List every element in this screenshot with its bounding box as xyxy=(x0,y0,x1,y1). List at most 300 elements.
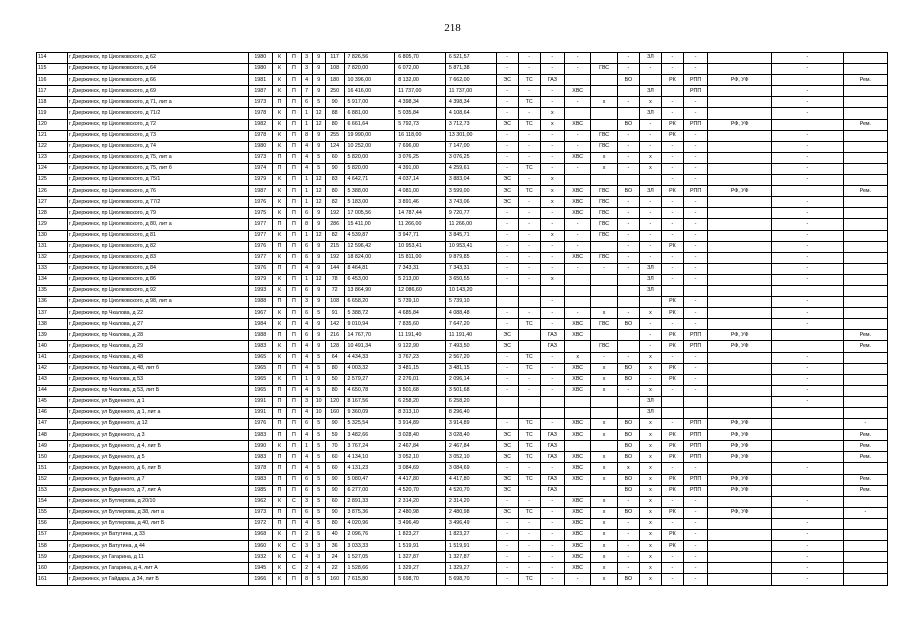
cell-row-number: 132 xyxy=(37,252,68,263)
cell-repair-status: - xyxy=(843,419,887,430)
table-row xyxy=(37,219,888,230)
cell-wall-type: К xyxy=(272,186,286,197)
cell-heating: - xyxy=(518,563,540,574)
cell-electric: ЭС xyxy=(496,507,518,518)
cell-address: г Дзержинск, пр Циолковского, д 86 xyxy=(67,274,248,285)
cell-address: г Дзержинск, пр Циолковского, д 92 xyxy=(67,285,248,296)
cell-floor-type: П xyxy=(287,97,301,108)
cell-floors: 9 xyxy=(312,285,325,296)
cell-lift: х xyxy=(639,463,661,474)
cell-windows-doors: РФ, УФ xyxy=(708,507,772,518)
cell-row-number: 119 xyxy=(37,108,68,119)
cell-wall-type: К xyxy=(272,86,286,97)
cell-living-area: 3 947,71 xyxy=(395,230,446,241)
cell-roof: РК xyxy=(661,374,683,385)
cell-floors: 5 xyxy=(312,308,325,319)
cell-cold-water xyxy=(564,75,590,86)
cell-apartments: 192 xyxy=(325,252,344,263)
cell-notes-a: - xyxy=(772,563,844,574)
cell-address: г Дзержинск, пр Циолковского, д 75, лит а xyxy=(67,152,248,163)
cell-row-number: 135 xyxy=(37,285,68,296)
cell-year-built: 1965 xyxy=(248,352,272,363)
table-row xyxy=(37,363,888,374)
cell-heating: ТС xyxy=(518,430,540,441)
cell-cold-water: ХВС xyxy=(564,152,590,163)
cell-repair-status xyxy=(843,308,887,319)
cell-floors: 12 xyxy=(312,108,325,119)
cell-electric: ЭС xyxy=(496,485,518,496)
cell-residential-area: 2 467,84 xyxy=(445,441,496,452)
cell-heating: - xyxy=(518,496,540,507)
cell-address: г Дзержинск, ул Бутлерова, д 38, лит а xyxy=(67,507,248,518)
cell-cold-water: ХВС xyxy=(564,252,590,263)
cell-address: г Дзержинск, ул Гагарина, д 4, лит А xyxy=(67,563,248,574)
cell-electric: - xyxy=(496,241,518,252)
cell-roof: - xyxy=(661,352,683,363)
cell-year-built: 1973 xyxy=(248,152,272,163)
cell-year-built: 1990 xyxy=(248,441,272,452)
cell-notes-a: - xyxy=(772,175,844,186)
cell-floors: 5 xyxy=(312,463,325,474)
cell-windows-doors xyxy=(708,518,772,529)
cell-electric: ЭС xyxy=(496,430,518,441)
cell-living-area: 3 084,69 xyxy=(395,463,446,474)
cell-windows-doors xyxy=(708,53,772,64)
cell-living-area: 3 076,25 xyxy=(395,152,446,163)
cell-row-number: 151 xyxy=(37,463,68,474)
cell-apartments: 60 xyxy=(325,452,344,463)
cell-row-number: 131 xyxy=(37,241,68,252)
table-row xyxy=(37,474,888,485)
cell-facade: - xyxy=(683,541,707,552)
cell-living-area: 3 914,89 xyxy=(395,419,446,430)
cell-heating: ТС xyxy=(518,319,540,330)
cell-address: г Дзержинск, пр Циолковского, д 75, лит б xyxy=(67,163,248,174)
cell-living-area: 2 276,01 xyxy=(395,374,446,385)
cell-residential-area: 7 343,31 xyxy=(445,263,496,274)
cell-hot-water: х xyxy=(591,430,617,441)
cell-residential-area: 2 567,20 xyxy=(445,352,496,363)
cell-year-built: 1945 xyxy=(248,563,272,574)
cell-total-area: 9 010,94 xyxy=(344,319,395,330)
table-row xyxy=(37,86,888,97)
table-row xyxy=(37,97,888,108)
cell-wall-type: П xyxy=(272,518,286,529)
cell-roof: РК xyxy=(661,75,683,86)
cell-address: г Дзержинск, пр Циолковского, д 73 xyxy=(67,130,248,141)
cell-cold-water: ХВС xyxy=(564,86,590,97)
cell-sewage: ВО xyxy=(617,452,639,463)
cell-repair-status xyxy=(843,208,887,219)
cell-lift: ЗЛ xyxy=(639,285,661,296)
cell-total-area: 6 453,00 xyxy=(344,274,395,285)
cell-total-area: 3 875,36 xyxy=(344,507,395,518)
cell-residential-area: 8 296,40 xyxy=(445,408,496,419)
cell-floors: 5 xyxy=(312,419,325,430)
cell-sewage: ВО xyxy=(617,319,639,330)
cell-roof: - xyxy=(661,64,683,75)
cell-sections: 1 xyxy=(301,274,312,285)
cell-hot-water xyxy=(591,441,617,452)
cell-notes-a: - xyxy=(772,53,844,64)
cell-repair-status xyxy=(843,64,887,75)
cell-total-area: 4 131,23 xyxy=(344,463,395,474)
cell-cold-water xyxy=(564,285,590,296)
table-row xyxy=(37,352,888,363)
cell-address: г Дзержинск, пр Циолковского, д 75/1 xyxy=(67,175,248,186)
cell-sections: 4 xyxy=(301,75,312,86)
cell-apartments: 108 xyxy=(325,64,344,75)
cell-notes-a: - xyxy=(772,163,844,174)
cell-heating: - xyxy=(518,130,540,141)
cell-total-area: 6 277,00 xyxy=(344,485,395,496)
cell-gas: х xyxy=(540,108,564,119)
cell-gas xyxy=(540,408,564,419)
cell-gas: - xyxy=(540,563,564,574)
cell-floor-type: П xyxy=(287,518,301,529)
cell-hot-water xyxy=(591,408,617,419)
cell-roof: - xyxy=(661,463,683,474)
table-row xyxy=(37,463,888,474)
cell-roof: РК xyxy=(661,363,683,374)
cell-notes-a xyxy=(772,419,844,430)
cell-residential-area: 10 953,41 xyxy=(445,241,496,252)
cell-lift: х xyxy=(639,452,661,463)
cell-notes-a xyxy=(772,330,844,341)
cell-apartments: 108 xyxy=(325,297,344,308)
cell-address: г Дзержинск, ул Бутлерова, д 20/10 xyxy=(67,496,248,507)
cell-heating: - xyxy=(518,86,540,97)
cell-heating: - xyxy=(518,53,540,64)
cell-living-area: 6 072,00 xyxy=(395,64,446,75)
table-row xyxy=(37,197,888,208)
cell-sewage: ВО xyxy=(617,474,639,485)
cell-year-built: 1982 xyxy=(248,119,272,130)
cell-year-built: 1978 xyxy=(248,130,272,141)
cell-total-area: 10 396,00 xyxy=(344,75,395,86)
cell-hot-water: ГВС xyxy=(591,208,617,219)
cell-apartments: 90 xyxy=(325,485,344,496)
cell-living-area: 5 035,84 xyxy=(395,108,446,119)
table-row xyxy=(37,285,888,296)
cell-year-built: 1968 xyxy=(248,530,272,541)
cell-hot-water xyxy=(591,75,617,86)
cell-heating: - xyxy=(518,197,540,208)
cell-hot-water: ГВС xyxy=(591,64,617,75)
cell-wall-type: К xyxy=(272,341,286,352)
cell-electric: - xyxy=(496,319,518,330)
cell-notes-a: - xyxy=(772,230,844,241)
cell-row-number: 138 xyxy=(37,319,68,330)
cell-residential-area: 3 650,55 xyxy=(445,274,496,285)
cell-gas: - xyxy=(540,552,564,563)
cell-lift: - xyxy=(639,241,661,252)
cell-sewage: - xyxy=(617,563,639,574)
cell-hot-water: ГВС xyxy=(591,319,617,330)
cell-lift: х xyxy=(639,541,661,552)
cell-total-area: 13 864,90 xyxy=(344,285,395,296)
cell-heating: - xyxy=(518,175,540,186)
cell-windows-doors xyxy=(708,363,772,374)
cell-notes-a: - xyxy=(772,319,844,330)
cell-apartments: 180 xyxy=(325,75,344,86)
cell-total-area: 4 539,87 xyxy=(344,230,395,241)
cell-apartments: 250 xyxy=(325,86,344,97)
cell-row-number: 148 xyxy=(37,430,68,441)
cell-floors: 9 xyxy=(312,341,325,352)
cell-floors: 5 xyxy=(312,507,325,518)
cell-sections: 1 xyxy=(301,230,312,241)
cell-hot-water: ГВС xyxy=(591,230,617,241)
cell-gas: - xyxy=(540,463,564,474)
cell-repair-status xyxy=(843,408,887,419)
cell-repair-status xyxy=(843,97,887,108)
cell-gas: - xyxy=(540,219,564,230)
cell-floors: 10 xyxy=(312,396,325,407)
cell-sections: 3 xyxy=(301,297,312,308)
table-row xyxy=(37,130,888,141)
cell-row-number: 159 xyxy=(37,552,68,563)
cell-residential-area: 13 301,00 xyxy=(445,130,496,141)
table-row xyxy=(37,507,888,518)
cell-gas: - xyxy=(540,541,564,552)
cell-cold-water: ХВС xyxy=(564,530,590,541)
cell-cold-water: ХВС xyxy=(564,563,590,574)
cell-wall-type: К xyxy=(272,541,286,552)
cell-floors: 12 xyxy=(312,186,325,197)
cell-floor-type: П xyxy=(287,297,301,308)
cell-sections: 2 xyxy=(301,563,312,574)
cell-cold-water xyxy=(564,396,590,407)
cell-apartments: 80 xyxy=(325,385,344,396)
cell-cold-water: - xyxy=(564,574,590,585)
table-row xyxy=(37,152,888,163)
cell-cold-water: ХВС xyxy=(564,363,590,374)
cell-row-number: 140 xyxy=(37,341,68,352)
cell-repair-status xyxy=(843,152,887,163)
cell-hot-water: х xyxy=(591,496,617,507)
cell-notes-a: - xyxy=(772,152,844,163)
cell-heating: ТС xyxy=(518,419,540,430)
cell-floor-type: П xyxy=(287,363,301,374)
cell-residential-area: 1 329,27 xyxy=(445,563,496,574)
cell-address: г Дзержинск, пр Циолковского, д 66 xyxy=(67,75,248,86)
cell-floors: 9 xyxy=(312,252,325,263)
cell-floor-type: П xyxy=(287,430,301,441)
cell-apartments: 160 xyxy=(325,574,344,585)
cell-windows-doors: РФ, УФ xyxy=(708,441,772,452)
cell-lift: х xyxy=(639,97,661,108)
cell-sewage: - xyxy=(617,496,639,507)
cell-electric: ЭС xyxy=(496,175,518,186)
cell-roof xyxy=(661,86,683,97)
cell-floors: 12 xyxy=(312,175,325,186)
table-row xyxy=(37,141,888,152)
cell-facade: - xyxy=(683,53,707,64)
cell-electric: - xyxy=(496,352,518,363)
cell-roof: РК xyxy=(661,452,683,463)
cell-electric: - xyxy=(496,64,518,75)
cell-roof: РК xyxy=(661,474,683,485)
cell-residential-area: 6 258,20 xyxy=(445,396,496,407)
cell-repair-status: Рем. xyxy=(843,430,887,441)
cell-notes-a xyxy=(772,474,844,485)
cell-residential-area: 4 398,34 xyxy=(445,97,496,108)
cell-sections: 1 xyxy=(301,108,312,119)
cell-notes-a xyxy=(772,452,844,463)
cell-living-area: 3 052,10 xyxy=(395,452,446,463)
cell-lift: х xyxy=(639,385,661,396)
cell-electric: - xyxy=(496,496,518,507)
cell-notes-a: - xyxy=(772,197,844,208)
cell-windows-doors: РФ, УФ xyxy=(708,119,772,130)
cell-floors: 9 xyxy=(312,86,325,97)
cell-heating xyxy=(518,297,540,308)
cell-lift: х xyxy=(639,352,661,363)
table-row xyxy=(37,485,888,496)
cell-roof: РК xyxy=(661,330,683,341)
cell-total-area: 6 661,64 xyxy=(344,119,395,130)
cell-cold-water xyxy=(564,175,590,186)
cell-row-number: 117 xyxy=(37,86,68,97)
cell-cold-water: - xyxy=(564,53,590,64)
cell-floor-type: П xyxy=(287,574,301,585)
cell-floors: 9 xyxy=(312,219,325,230)
cell-apartments: 144 xyxy=(325,263,344,274)
cell-wall-type: К xyxy=(272,374,286,385)
cell-cold-water xyxy=(564,108,590,119)
cell-year-built: 1976 xyxy=(248,419,272,430)
cell-lift: - xyxy=(639,330,661,341)
cell-wall-type: П xyxy=(272,474,286,485)
table-row xyxy=(37,452,888,463)
cell-address: г Дзержинск, пр Циолковского, д 71/2 xyxy=(67,108,248,119)
cell-year-built: 1980 xyxy=(248,53,272,64)
cell-sewage: - xyxy=(617,219,639,230)
cell-wall-type: К xyxy=(272,308,286,319)
cell-facade: - xyxy=(683,496,707,507)
cell-row-number: 161 xyxy=(37,574,68,585)
cell-sewage: - xyxy=(617,252,639,263)
table-row xyxy=(37,208,888,219)
cell-floor-type: П xyxy=(287,530,301,541)
cell-facade: - xyxy=(683,64,707,75)
cell-apartments: 142 xyxy=(325,319,344,330)
cell-cold-water: - xyxy=(564,263,590,274)
cell-floors: 9 xyxy=(312,64,325,75)
cell-electric: - xyxy=(496,230,518,241)
cell-electric: ЭС xyxy=(496,75,518,86)
cell-wall-type: К xyxy=(272,285,286,296)
cell-floor-type: П xyxy=(287,419,301,430)
cell-heating: - xyxy=(518,274,540,285)
cell-facade: - xyxy=(683,175,707,186)
cell-residential-area: 3 052,10 xyxy=(445,452,496,463)
cell-heating: - xyxy=(518,108,540,119)
cell-cold-water xyxy=(564,274,590,285)
cell-sewage: - xyxy=(617,141,639,152)
cell-sections: 3 xyxy=(301,541,312,552)
cell-living-area: 3 501,68 xyxy=(395,385,446,396)
cell-floor-type: С xyxy=(287,496,301,507)
cell-total-area: 18 824,00 xyxy=(344,252,395,263)
cell-windows-doors xyxy=(708,108,772,119)
cell-wall-type: К xyxy=(272,108,286,119)
cell-sections: 1 xyxy=(301,441,312,452)
cell-hot-water: х xyxy=(591,518,617,529)
table-row xyxy=(37,385,888,396)
cell-sections: 4 xyxy=(301,430,312,441)
cell-notes-a xyxy=(772,408,844,419)
cell-heating: - xyxy=(518,463,540,474)
table-row xyxy=(37,408,888,419)
cell-gas: - xyxy=(540,141,564,152)
cell-living-area: 14 787,44 xyxy=(395,208,446,219)
cell-gas: - xyxy=(540,297,564,308)
table-row xyxy=(37,119,888,130)
cell-total-area: 4 003,32 xyxy=(344,363,395,374)
cell-facade: - xyxy=(683,297,707,308)
cell-lift: х xyxy=(639,163,661,174)
cell-sections: 6 xyxy=(301,474,312,485)
cell-electric: - xyxy=(496,274,518,285)
cell-roof xyxy=(661,285,683,296)
cell-cold-water: ХВС xyxy=(564,541,590,552)
cell-notes-a: - xyxy=(772,496,844,507)
cell-electric xyxy=(496,396,518,407)
table-row xyxy=(37,374,888,385)
cell-sections: 6 xyxy=(301,485,312,496)
cell-floor-type: П xyxy=(287,141,301,152)
cell-roof: - xyxy=(661,230,683,241)
cell-total-area: 5 325,54 xyxy=(344,419,395,430)
cell-living-area: 2 467,84 xyxy=(395,441,446,452)
table-row xyxy=(37,441,888,452)
cell-total-area: 2 891,33 xyxy=(344,496,395,507)
cell-hot-water: х xyxy=(591,552,617,563)
cell-residential-area: 4 417,80 xyxy=(445,474,496,485)
cell-living-area: 5 698,70 xyxy=(395,574,446,585)
cell-address: г Дзержинск, пр Циолковского, д 62 xyxy=(67,53,248,64)
cell-total-area: 16 416,00 xyxy=(344,86,395,97)
cell-hot-water: х xyxy=(591,452,617,463)
cell-floors: 10 xyxy=(312,408,325,419)
cell-lift: ЗЛ xyxy=(639,86,661,97)
cell-row-number: 136 xyxy=(37,297,68,308)
cell-hot-water xyxy=(591,108,617,119)
cell-sections: 7 xyxy=(301,86,312,97)
cell-year-built: 1980 xyxy=(248,141,272,152)
cell-wall-type: П xyxy=(272,408,286,419)
cell-row-number: 154 xyxy=(37,496,68,507)
cell-total-area: 2 579,27 xyxy=(344,374,395,385)
cell-sewage: - xyxy=(617,518,639,529)
cell-floor-type: П xyxy=(287,308,301,319)
cell-row-number: 116 xyxy=(37,75,68,86)
cell-facade: - xyxy=(683,319,707,330)
cell-residential-area: 1 327,87 xyxy=(445,552,496,563)
cell-floors: 5 xyxy=(312,530,325,541)
cell-hot-water: х xyxy=(591,463,617,474)
cell-windows-doors: РФ, УФ xyxy=(708,186,772,197)
cell-heating: - xyxy=(518,541,540,552)
cell-address: г Дзержинск, ул Буденного, д 12 xyxy=(67,419,248,430)
cell-wall-type: К xyxy=(272,197,286,208)
cell-windows-doors xyxy=(708,175,772,186)
cell-facade: - xyxy=(683,352,707,363)
cell-notes-a xyxy=(772,186,844,197)
cell-electric: - xyxy=(496,208,518,219)
